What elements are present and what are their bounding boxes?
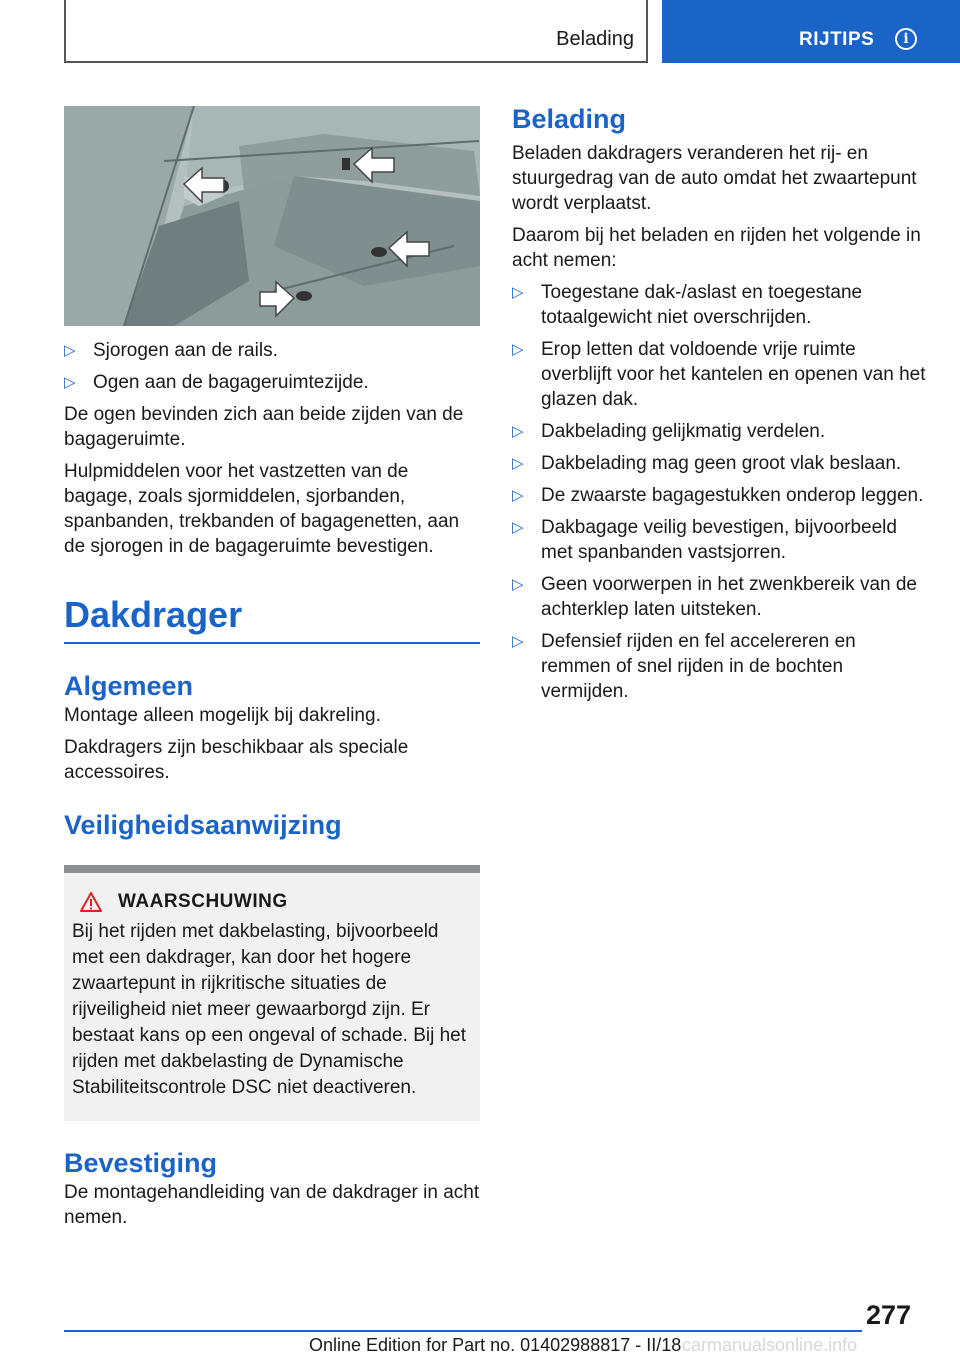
- bullet-triangle-icon: ▷: [64, 374, 76, 391]
- section-heading-algemeen: Algemeen: [64, 671, 194, 701]
- section-title: Belading: [556, 28, 634, 50]
- bullet-triangle-icon: ▷: [512, 423, 524, 440]
- list-item: ▷ Erop letten dat voldoende vrije ruimte overblijft voor het kantelen en openen van het glazen dak.: [512, 339, 926, 410]
- paragraph: De ogen bevinden zich aan beide zijden van de bagageruimte.: [64, 404, 464, 450]
- warning-text: Bij het rijden met dakbelasting, bijvoorbeeld met een dakdrager, kan door het hogere zwaartepunt in rijkritische situaties de rijveiligheid niet meer gewaarborgd zijn. Er bestaat kans op een ongeval of schade. Bij het rijden met dakbelasting de Dynamische Stabiliteitscontrole DSC niet deactiveren.: [72, 921, 466, 1098]
- watermark: carmanualsonline.info: [682, 1335, 858, 1355]
- list-item: ▷ Defensief rijden en fel accelereren en remmen of snel rijden in de bochten vermijden.: [512, 631, 856, 702]
- chapter-heading: Dakdrager: [64, 592, 480, 644]
- paragraph: De montagehandleiding van de dakdrager in acht nemen.: [64, 1182, 480, 1228]
- bullet-triangle-icon: ▷: [64, 342, 76, 359]
- paragraph: Hulpmiddelen voor het vastzetten van de bagage, zoals sjormiddelen, sjorbanden, spanbanden, trekbanden of bagagenetten, aan de sjorogen in de bagageruimte bevestigen.: [64, 461, 460, 557]
- bullet-triangle-icon: ▷: [512, 341, 524, 358]
- rijtips-tab[interactable]: [662, 0, 960, 63]
- list-item: ▷ Dakbagage veilig bevestigen, bijvoorbeeld met spanbanden vastsjorren.: [512, 517, 897, 563]
- list-item: ▷ Dakbelading mag geen groot vlak beslaan.: [512, 453, 902, 474]
- warning-triangle-icon: [80, 892, 102, 912]
- list-item: ▷ De zwaarste bagagestukken onderop leggen.: [512, 485, 924, 506]
- paragraph: Montage alleen mogelijk bij dakreling.: [64, 705, 381, 726]
- roof-load-list: [512, 280, 928, 704]
- bullet-triangle-icon: ▷: [512, 519, 524, 536]
- section-heading-bevestiging: Bevestiging: [64, 1148, 218, 1178]
- right-column: [512, 102, 928, 711]
- warning-title: WAARSCHUWING: [72, 889, 472, 915]
- list-item: ▷ Ogen aan de bagageruimtezijde.: [64, 372, 369, 393]
- bullet-triangle-icon: ▷: [512, 284, 524, 301]
- paragraph: Beladen dakdragers veranderen het rij- en stuurgedrag van de auto omdat het zwaartepunt wordt verplaatst.: [512, 143, 917, 214]
- bullet-triangle-icon: ▷: [512, 487, 524, 504]
- lashing-eye-list: [64, 338, 480, 395]
- luggage-compartment-image: [64, 106, 480, 326]
- list-item: ▷ Dakbelading gelijkmatig verdelen.: [512, 421, 826, 442]
- list-item: ▷ Sjorogen aan de rails.: [64, 340, 278, 361]
- bullet-triangle-icon: ▷: [512, 633, 524, 650]
- tab-label: RIJTIPS: [799, 29, 875, 50]
- list-item: ▷ Toegestane dak-/aslast en toegestane totaalgewicht niet overschrijden.: [512, 282, 863, 328]
- footer-divider: [64, 1330, 862, 1332]
- warning-box: [64, 865, 480, 1121]
- section-heading-veiligheid: Veiligheidsaanwijzing: [64, 810, 342, 840]
- section-heading-belading: Belading: [512, 104, 627, 134]
- page-number: 277: [866, 1300, 912, 1330]
- left-column: [64, 106, 480, 1237]
- list-item: ▷ Geen voorwerpen in het zwenkbereik van de achterklep laten uitsteken.: [512, 574, 918, 620]
- paragraph: Dakdragers zijn beschikbaar als speciale accessoires.: [64, 737, 409, 783]
- info-icon[interactable]: i: [895, 28, 917, 50]
- paragraph: Daarom bij het beladen en rijden het volgende in acht nemen:: [512, 225, 921, 271]
- edition-text: Online Edition for Part no. 01402988817 - II/18: [309, 1335, 682, 1355]
- bullet-triangle-icon: ▷: [512, 455, 524, 472]
- bullet-triangle-icon: ▷: [512, 576, 524, 593]
